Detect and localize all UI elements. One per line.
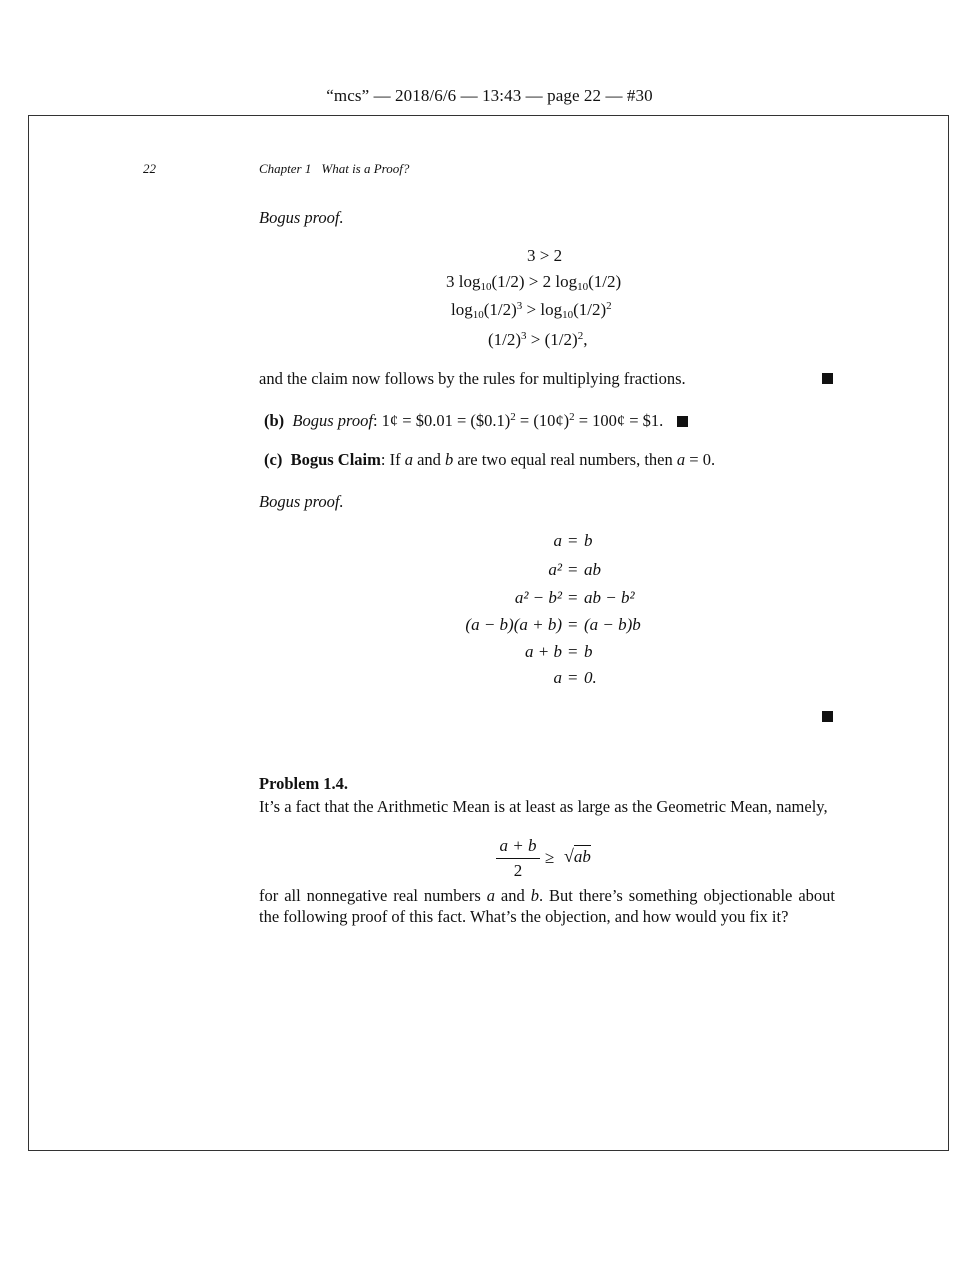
equals-sign: =: [568, 668, 578, 687]
equation-rhs: b: [584, 531, 593, 550]
bogus-proof-label-c: Bogus proof.: [259, 492, 344, 511]
part-c-claim: (c) Bogus Claim: If a and b are two equal real numbers, then a = 0.: [264, 450, 716, 469]
geq-symbol: ≥: [545, 848, 555, 867]
equation-line: $(1/2)^3 > (1/2)^2$,: [488, 330, 588, 349]
equation-line: $\log_{10}(1/2)^3 > \log_{10}(1/2)^2$: [451, 300, 612, 321]
equals-sign: =: [568, 588, 578, 607]
am-fraction: [496, 836, 540, 881]
equation-lhs: a + b: [525, 642, 562, 661]
sqrt-argument: ab: [573, 847, 591, 866]
equals-sign: =: [568, 560, 578, 579]
equation-lhs: a: [553, 531, 562, 550]
chapter-title: What is a Proof?: [321, 161, 410, 176]
problem-intro: It’s a fact that the Arithmetic Mean is at least as large as the Geometric Mean, namely,: [259, 797, 828, 816]
page-header: “mcs” — 2018/6/6 — 13:43 — page 22 — #30: [326, 86, 653, 105]
equation-rhs: ab − b²: [584, 588, 635, 607]
page-number: 22: [143, 161, 156, 176]
equation-lhs: a: [553, 668, 562, 687]
problem-title: Problem 1.4.: [259, 774, 349, 793]
proof-conclusion: and the claim now follows by the rules for multiplying fractions.: [259, 369, 686, 388]
equation-lhs: (a − b)(a + b): [465, 615, 562, 634]
equation-lhs: a²: [548, 560, 562, 579]
equation-rhs: (a − b)b: [584, 615, 641, 634]
equation-line: 3 $\log_{10}(1/2) > 2$ $\log_{10}(1/2)$: [446, 272, 622, 293]
part-b-line: (b) Bogus proof: 1¢ = $0.01 = ($0.1)$^2$ = (10¢)$^2$ = 100¢ = $1.: [264, 411, 688, 431]
problem-body: for all nonnegative real numbers a and b. But there’s something objectionable about the following proof of this fact. What’s the objection, and how would you fix it?: [259, 886, 835, 926]
equation-rhs: b: [584, 642, 593, 661]
fraction-numerator: a + b: [499, 836, 537, 855]
equals-sign: =: [568, 615, 578, 634]
sqrt-expression: √ab: [564, 846, 591, 866]
chapter-label: Chapter 1: [259, 161, 312, 176]
equation-lhs: a² − b²: [514, 588, 562, 607]
equals-sign: =: [568, 642, 578, 661]
equation-rhs: 0.: [584, 668, 597, 687]
bogus-proof-label-a: Bogus proof.: [259, 208, 344, 227]
running-head: [259, 161, 409, 177]
equation-line: 3 > 2: [527, 246, 563, 265]
qed-square: [677, 416, 688, 427]
qed-square: [822, 373, 833, 384]
equation-rhs: ab: [584, 560, 601, 579]
qed-square: [822, 711, 833, 722]
fraction-denominator: 2: [513, 861, 523, 880]
equals-sign: =: [568, 531, 578, 550]
